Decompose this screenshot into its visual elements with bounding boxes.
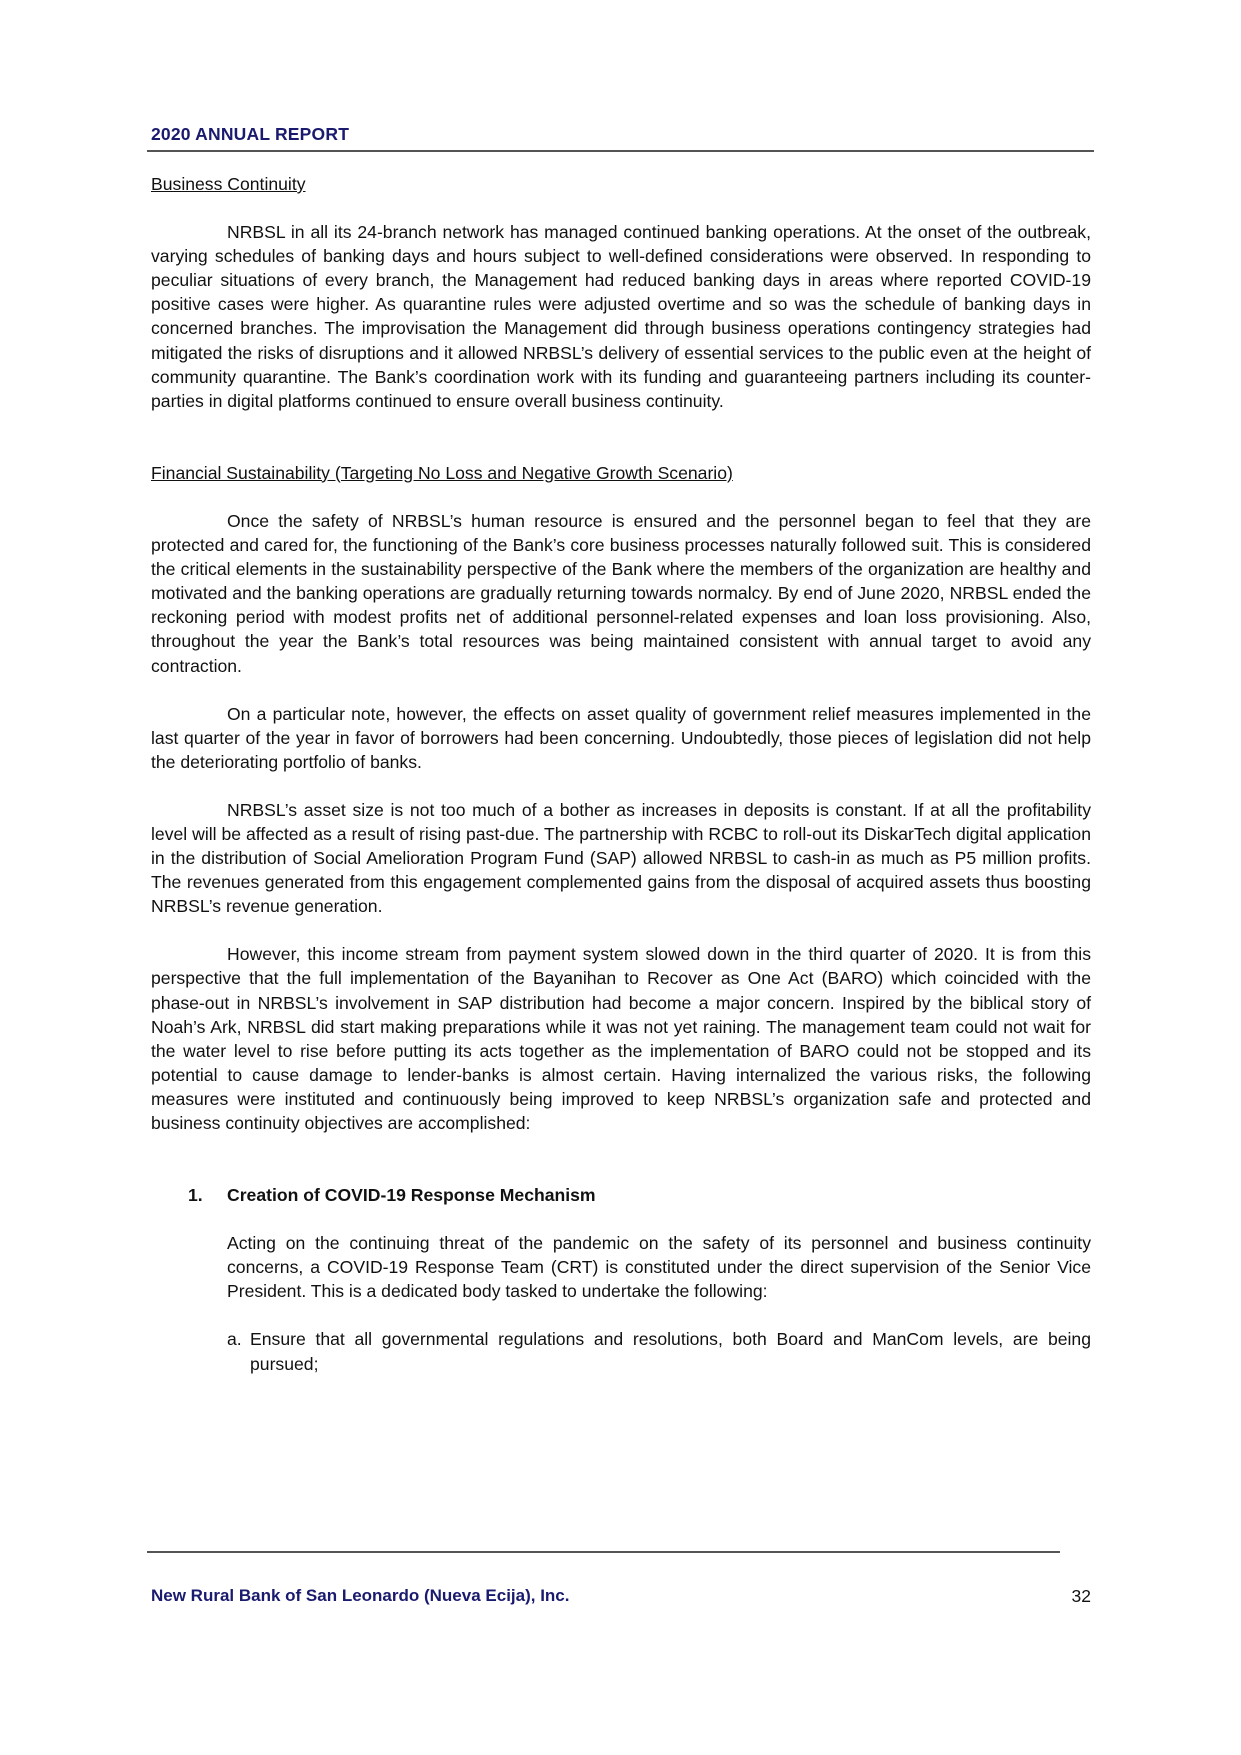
- spacer: [151, 1135, 1091, 1183]
- measure-number: 1.: [188, 1185, 203, 1206]
- spacer: [151, 918, 1091, 942]
- paragraph: On a particular note, however, the effects on asset quality of government relief measures implemented in the last quarter of the year in favor of borrowers had been concerning. Undoubtedly, those pieces of legislation did not help the deteriorating portfolio of banks.: [151, 703, 1091, 772]
- paragraph: Once the safety of NRBSL’s human resource is ensured and the personnel began to feel that they are protected and cared for, the functioning of the Bank’s core business processes naturally followed suit. This is considered the critical elements in the sustainability perspective of the Bank where the members of the organization are healthy and motivated and the banking operations are gradually returning towards normalcy. By end of June 2020, NRBSL ended the reckoning period with modest profits net of additional personnel-related expenses and loan loss provisioning. Also, throughout the year the Bank’s total resources was being maintained consistent with annual target to avoid any contraction.: [151, 510, 1091, 676]
- section-heading-business-continuity: Business Continuity: [151, 174, 306, 194]
- spacer: [151, 485, 1091, 509]
- paragraph: However, this income stream from payment system slowed down in the third quarter of 2020. It is from this perspective that the full implementation of the Bayanihan to Recover as One Act (BARO) which coincided with the phase-out in NRBSL’s involvement in SAP distribution had become a major concern. Inspired by the biblical story of Noah’s Ark, NRBSL did start making preparations while it was not yet raining. The management team could not wait for the water level to rise before putting its acts together as the implementation of BARO could not be stopped and its potential to cause damage to lender-banks is almost certain. Having internalized the various risks, the following measures were instituted and continuously being improved to keep NRBSL’s organization safe and protected and business continuity objectives are accomplished:: [151, 944, 1091, 1133]
- footer-divider: [147, 1551, 1060, 1553]
- spacer: [151, 196, 1091, 220]
- spacer: [151, 1303, 1091, 1327]
- spacer: [151, 413, 1091, 461]
- measure-sub-item: [227, 1327, 1091, 1375]
- spacer: [151, 1207, 1091, 1231]
- paragraph: NRBSL in all its 24-branch network has managed continued banking operations. At the onset of the outbreak, varying schedules of banking days and hours subject to well-defined considerations were observed. In responding to peculiar situations of every branch, the Management had reduced banking days in areas where reported COVID-19 positive cases were higher. As quarantine rules were adjusted overtime and so was the schedule of banking days in concerned branches. The improvisation the Management did through business operations contingency strategies had mitigated the risks of disruptions and it allowed NRBSL’s delivery of essential services to the public even at the height of community quarantine. The Bank’s coordination work with its funding and guaranteeing partners including its counter-parties in digital platforms continued to ensure overall business continuity.: [151, 222, 1091, 411]
- measure-body: Acting on the continuing threat of the pandemic on the safety of its personnel and business continuity concerns, a COVID-19 Response Team (CRT) is constituted under the direct supervision of the Senior Vice President. This is a dedicated body tasked to undertake the following:: [227, 1233, 1091, 1302]
- measure-title: Creation of COVID-19 Response Mechanism: [227, 1185, 596, 1206]
- page-content: [151, 172, 1091, 1376]
- page-number: 32: [1071, 1586, 1091, 1606]
- spacer: [151, 678, 1091, 702]
- report-header-title: 2020 ANNUAL REPORT: [151, 124, 350, 144]
- footer-organization: New Rural Bank of San Leonardo (Nueva Ecija), Inc.: [151, 1586, 570, 1605]
- paragraph: NRBSL’s asset size is not too much of a bother as increases in deposits is constant. If at all the profitability level will be affected as a result of rising past-due. The partnership with RCBC to roll-out its DiskarTech digital application in the distribution of Social Amelioration Program Fund (SAP) allowed NRBSL to cash-in as much as P5 million profits. The revenues generated from this engagement complemented gains from the disposal of acquired assets thus boosting NRBSL’s revenue generation.: [151, 799, 1091, 917]
- spacer: [151, 774, 1091, 798]
- sub-item-letter: a.: [227, 1329, 242, 1350]
- measure-heading: [151, 1183, 1091, 1207]
- header-divider: [147, 150, 1094, 152]
- sub-item-text: Ensure that all governmental regulations and resolutions, both Board and ManCom levels, are being pursued;: [250, 1329, 1091, 1374]
- section-heading-financial-sustainability: Financial Sustainability (Targeting No Loss and Negative Growth Scenario): [151, 462, 733, 483]
